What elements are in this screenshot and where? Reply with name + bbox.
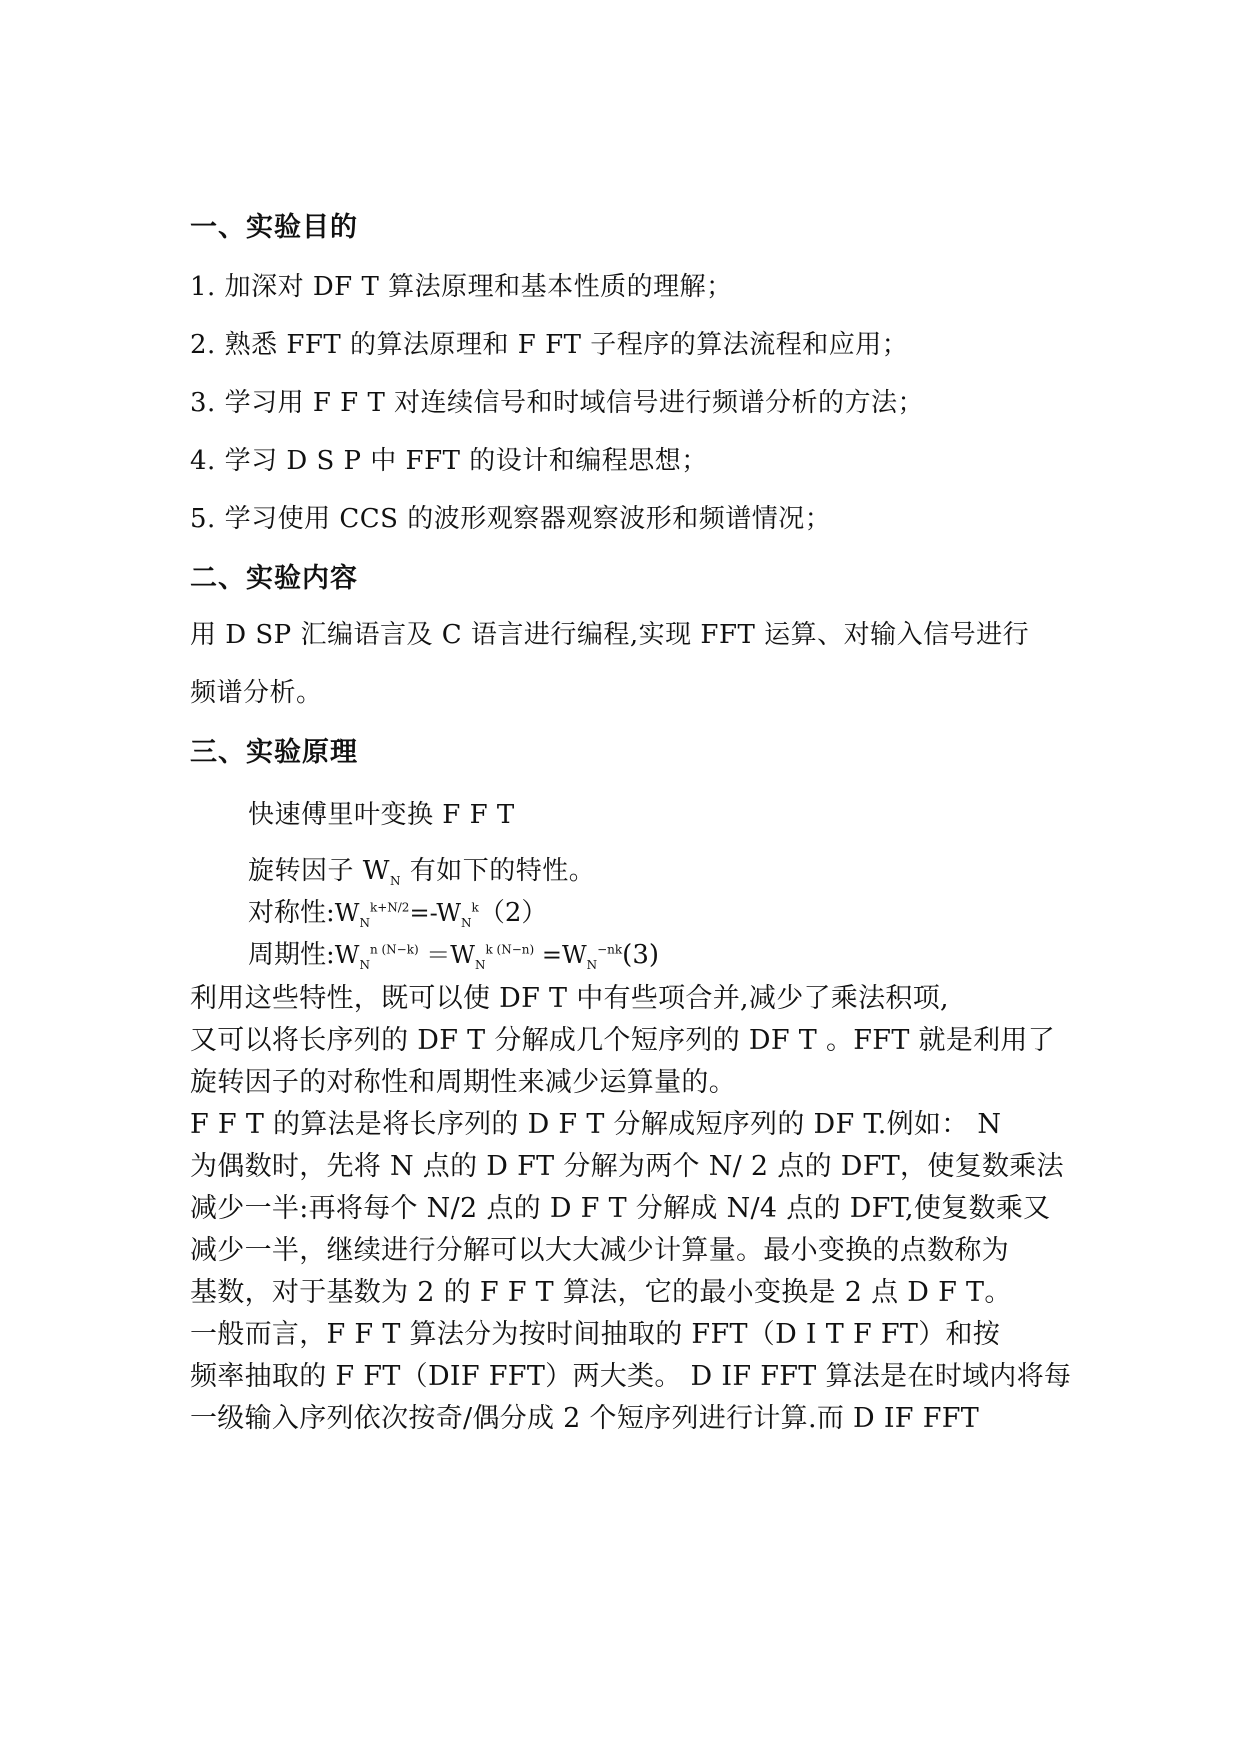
periodicity-sup3: −nk — [597, 942, 623, 957]
objective-item-5: 5. 学习使用 CCS 的波形观察器观察波形和频谱情况； — [190, 504, 832, 534]
paragraph-1-line-2: 又可以将长序列的 DF T 分解成几个短序列的 DF T 。FFT 就是利用了 — [190, 1025, 1056, 1056]
symmetry-w1: W — [334, 899, 360, 927]
paragraph-1-line-3: 旋转因子的对称性和周期性来减少运算量的。 — [190, 1067, 736, 1098]
twiddle-intro — [248, 850, 595, 887]
periodicity-w1: W — [334, 941, 360, 969]
fft-title: 快速傅里叶变换 F F T — [248, 800, 515, 830]
paragraph-3-line-2: 频率抽取的 F FT（DIF FFT）两大类。 D IF FFT 算法是在时域内将每 — [190, 1361, 1072, 1392]
symmetry-label: 对称性: — [248, 898, 335, 928]
paragraph-2-line-2: 为偶数时，先将 N 点的 D FT 分解为两个 N/ 2 点的 DFT，使复数乘法 — [190, 1151, 1064, 1182]
symmetry-sup2: k — [471, 900, 479, 915]
objective-item-4: 4. 学习 D S P 中 FFT 的设计和编程思想； — [190, 446, 708, 476]
paragraph-3-line-3: 一级输入序列依次按奇/偶分成 2 个短序列进行计算.而 D IF FFT — [190, 1403, 980, 1434]
twiddle-intro-text: 旋转因子 W — [248, 856, 390, 886]
content-line-2: 频谱分析。 — [190, 678, 323, 708]
section-2-heading: 二、实验内容 — [190, 563, 358, 594]
objective-item-2: 2. 熟悉 FFT 的算法原理和 F FT 子程序的算法流程和应用； — [190, 330, 909, 360]
periodicity-formula — [248, 934, 659, 971]
symmetry-sup1: k+N/2 — [369, 900, 410, 915]
symmetry-sub1: N — [359, 916, 370, 931]
periodicity-eq-number: (3) — [622, 940, 660, 970]
periodicity-sub2: N — [474, 958, 486, 973]
twiddle-intro-tail: 有如下的特性。 — [401, 856, 596, 886]
periodicity-label: 周期性: — [248, 940, 335, 970]
section-3-heading: 三、实验原理 — [190, 737, 358, 768]
paragraph-1-line-1: 利用这些特性，既可以使 DF T 中有些项合并,减少了乘法积项, — [190, 983, 949, 1014]
content-line-1: 用 D SP 汇编语言及 C 语言进行编程,实现 FFT 运算、对输入信号进行 — [190, 620, 1030, 650]
symmetry-mid: =-W — [409, 899, 462, 927]
periodicity-sup1: n (N−k) — [369, 942, 419, 957]
paragraph-3-line-1: 一般而言，F F T 算法分为按时间抽取的 FFT（D I T F FT）和按 — [190, 1319, 1001, 1350]
periodicity-sub3: N — [586, 958, 598, 973]
periodicity-eq2: =W — [534, 941, 587, 969]
paragraph-2-line-3: 减少一半:再将每个 N/2 点的 D F T 分解成 N/4 点的 DFT,使复数乘又 — [190, 1193, 1051, 1224]
objective-item-3: 3. 学习用 F F T 对连续信号和时域信号进行频谱分析的方法； — [190, 388, 925, 418]
objective-item-1: 1. 加深对 DF T 算法原理和基本性质的理解； — [190, 272, 733, 302]
symmetry-sub2: N — [461, 916, 472, 931]
section-1-heading: 一、实验目的 — [190, 212, 358, 243]
periodicity-sub1: N — [359, 958, 370, 973]
twiddle-subscript: N — [390, 874, 401, 889]
symmetry-eq-number: （2） — [478, 898, 548, 928]
symmetry-formula — [248, 892, 547, 929]
paragraph-2-line-1: F F T 的算法是将长序列的 D F T 分解成短序列的 DF T.例如： N — [190, 1109, 1002, 1140]
periodicity-eq1: ＝W — [418, 941, 475, 969]
paragraph-2-line-5: 基数，对于基数为 2 的 F F T 算法，它的最小变换是 2 点 D F T。 — [190, 1277, 1012, 1308]
periodicity-sup2: k (N−n) — [485, 942, 535, 957]
paragraph-2-line-4: 减少一半，继续进行分解可以大大减少计算量。最小变换的点数称为 — [190, 1235, 1009, 1266]
